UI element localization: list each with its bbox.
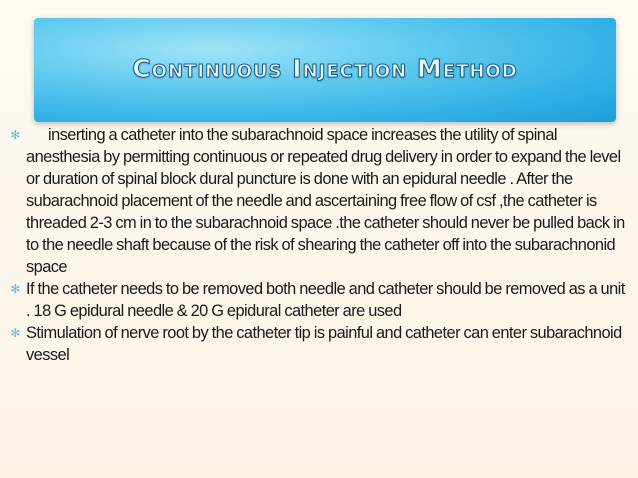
bullet-icon: ✻ [10, 282, 20, 296]
bullet-text: inserting a catheter into the subarachnoid space increases the utility of spinal anesthesia by permitting continuous or repeated drug delivery in order to expand the level or duration of spinal block dural puncture is done with an epidural needle . After the subarachnoid placement of the needle and ascertaining free flow of csf ,the catheter is threaded 2-3 cm in to the subarachnoid space .the catheter should never be pulled back in to the needle shaft because of the risk of shearing the catheter off into the subarachnonid space [26, 126, 625, 276]
bullet-item [8, 124, 632, 278]
bullet-icon: ✻ [10, 326, 20, 340]
title-banner [34, 18, 616, 122]
bullet-item [8, 278, 632, 322]
bullet-text: If the catheter needs to be removed both needle and catheter should be removed as a unit . 18 G epidural needle & 20 G epidural catheter are used [26, 280, 625, 320]
bullet-text: Stimulation of nerve root by the catheter tip is painful and catheter can enter subarachnoid vessel [26, 324, 622, 364]
bullet-icon: ✻ [10, 128, 20, 142]
slide-title: Continuous Injection Method [132, 54, 518, 83]
bullet-item [8, 322, 632, 366]
slide-content [8, 124, 632, 366]
